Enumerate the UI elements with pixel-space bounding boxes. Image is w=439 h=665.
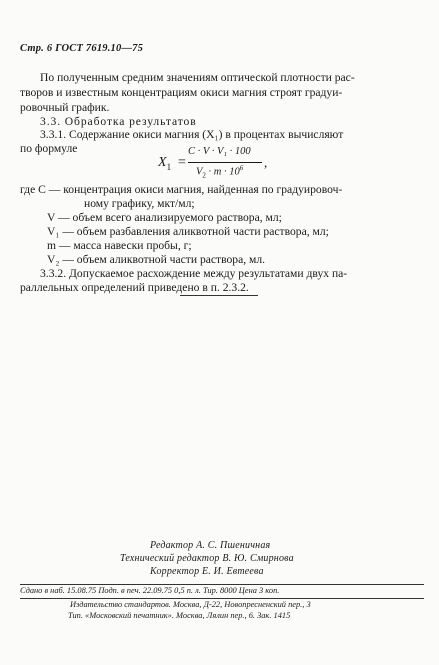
- editor-line: Редактор А. С. Пшеничная: [150, 540, 271, 551]
- imprint-line: Тип. «Московский печатник». Москва, Лялин пер., 6. Зак. 1415: [68, 611, 291, 620]
- separator-rule: [180, 295, 258, 296]
- definition-line: V₁ — объем разбавления аликвотной части раствора, мл;: [47, 225, 329, 238]
- paragraph-line: 3.3.2. Допускаемое расхождение между результатами двух па-: [40, 267, 348, 280]
- paragraph-line: По полученным средним значениям оптической плотности рас-: [40, 71, 355, 84]
- formula-numerator: C · V · V₁ · 100: [188, 146, 251, 157]
- fraction-bar: [188, 162, 262, 163]
- imprint-line: Сдано в наб. 15.08.75 Подп. в печ. 22.09.75 0,5 п. л. Тир. 8000 Цена 3 коп.: [20, 586, 280, 595]
- definition-line: где C — концентрация окиси магния, найденная по градуировоч-: [20, 183, 343, 196]
- definition-line: V — объем всего анализируемого раствора, мл;: [47, 211, 282, 224]
- formula-equals: =: [178, 155, 186, 170]
- paragraph-line: ровочный график.: [20, 101, 110, 114]
- definition-line: ному графику, мкт/мл;: [84, 197, 195, 210]
- definition-line: V₂ — объем аликвотной части раствора, мл.: [47, 253, 266, 266]
- formula-denominator: $V_2 \cdot m \cdot 10^6$: [196, 164, 244, 180]
- imprint-rule-bottom: [20, 598, 424, 599]
- tech-editor-line: Технический редактор В. Ю. Смирнова: [120, 553, 294, 564]
- formula-comma: ,: [264, 155, 268, 170]
- paragraph-line: 3.3.1. Содержание окиси магния (X₁) в процентах вычисляют: [40, 128, 344, 141]
- page-header: Стр. 6 ГОСТ 7619.10—75: [20, 43, 144, 54]
- formula-lhs: $X_1$: [158, 155, 172, 172]
- paragraph-line: творов и известным концентрациям окиси магния строят градуи-: [20, 86, 343, 99]
- corrector-line: Корректор Е. И. Евтеева: [150, 566, 264, 577]
- paragraph-line: раллельных определений приведено в п. 2.3.2.: [20, 281, 249, 294]
- imprint-rule-top: [20, 584, 424, 585]
- paragraph-line: по формуле: [20, 142, 78, 155]
- definition-line: m — масса навески пробы, г;: [47, 239, 192, 252]
- section-title: 3.3. Обработка результатов: [40, 115, 197, 128]
- imprint-line: Издательство стандартов. Москва, Д-22, Новопресненский пер., 3: [70, 600, 311, 609]
